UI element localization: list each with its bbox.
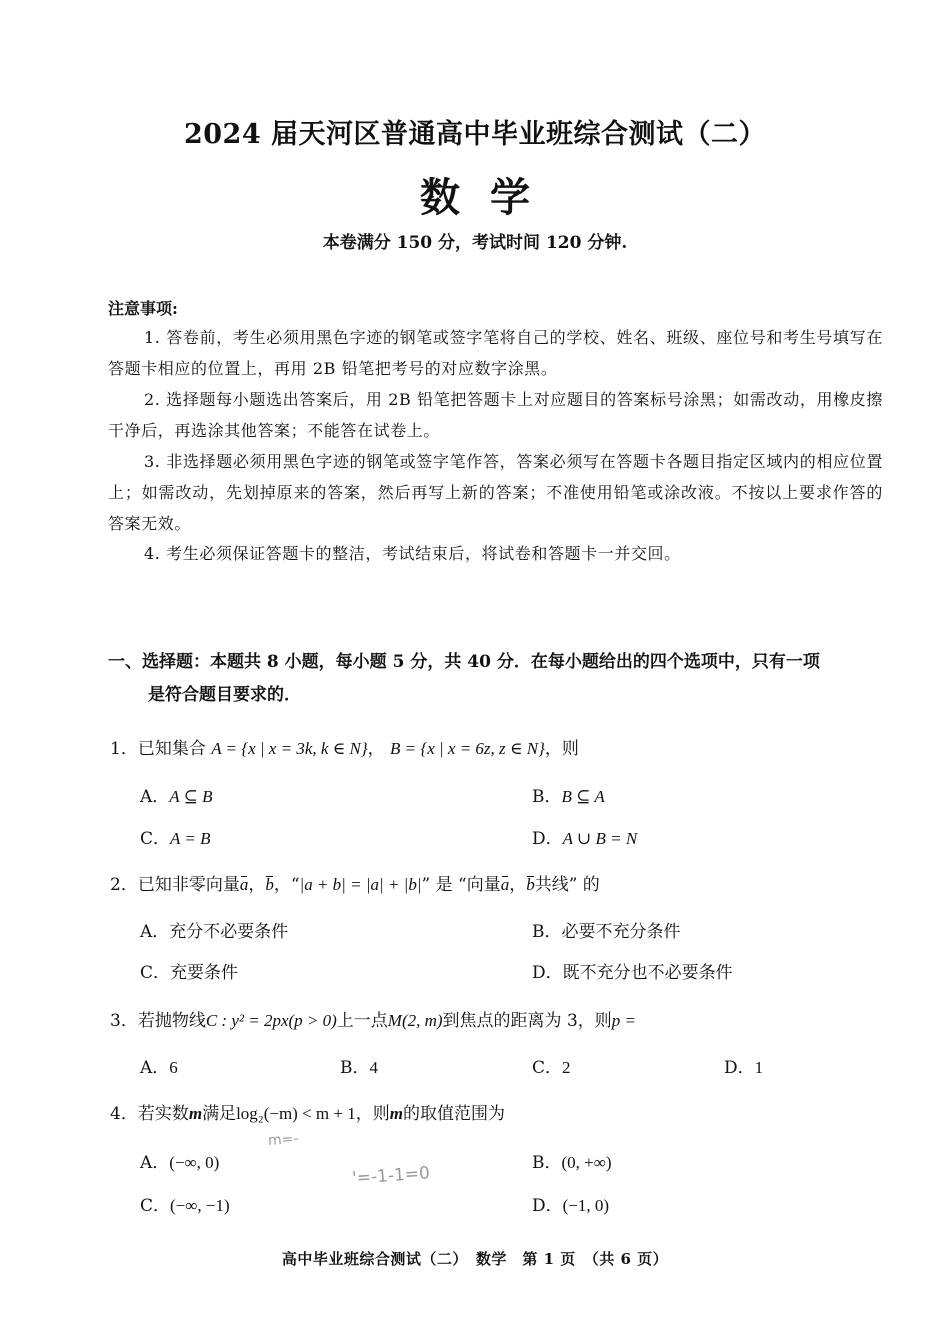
question-1-set-a: A = {x | x = 3k, k ∈ N}: [211, 739, 368, 758]
subject-title: 数学: [420, 174, 560, 221]
question-4-number: 4．: [110, 1104, 138, 1124]
vector-a: a: [239, 875, 249, 894]
question-3-text-c: 到焦点的距离为 3，则: [442, 1011, 612, 1031]
notice-heading: 注意事项:: [108, 299, 178, 318]
option-text: 充要条件: [170, 963, 239, 983]
question-1-sep: ，: [367, 739, 385, 759]
option-text: 4: [369, 1058, 378, 1077]
question-3-tail: p =: [611, 1011, 637, 1030]
question-2-text-c: 共线” 的: [534, 875, 600, 895]
question-3-option-c: [532, 1056, 571, 1080]
option-text: A ∪ B = N: [562, 829, 638, 848]
question-3-text-a: 若抛物线: [137, 1011, 206, 1031]
section-heading-line-1: 一、选择题：本题共 8 小题，每小题 5 分，共 40 分．在每小题给出的四个选项中，只有一项: [108, 652, 820, 672]
notice-item-1: 1. 答卷前，考生必须用黑色字迹的钢笔或签字笔将自己的学校、姓名、班级、座位号和考生号填写在答题卡相应的位置上，再用 2B 铅笔把考号的对应数字涂黑。: [108, 328, 883, 378]
question-3-text-b: 上一点: [336, 1011, 388, 1031]
option-label: B．: [532, 1153, 562, 1173]
option-text: (−∞, 0): [169, 1153, 220, 1172]
question-2-text-b: ” 是 “向量: [421, 875, 501, 895]
question-4-text-c: ，则: [355, 1104, 390, 1124]
notice-item-4: 4. 考生必须保证答题卡的整洁，考试结束后，将试卷和答题卡一并交回。: [144, 544, 681, 563]
option-text: 既不充分也不必要条件: [562, 963, 733, 983]
option-text: (−∞, −1): [170, 1196, 230, 1215]
question-4-stem: [110, 1102, 505, 1126]
question-1-text-b: ，则: [544, 739, 579, 759]
question-2-text-a: 已知非零向量: [137, 875, 240, 895]
question-2-option-a: [140, 920, 288, 944]
question-1-option-d: [532, 827, 637, 851]
section-heading: [108, 646, 868, 712]
question-3-point: M(2, m): [387, 1011, 443, 1030]
question-2-number: 2．: [110, 875, 138, 895]
question-1-text-a: 已知集合: [137, 739, 206, 759]
option-text: 2: [562, 1058, 571, 1077]
question-2-comma-2: ，: [509, 875, 527, 895]
vector-a-2: a: [500, 875, 510, 894]
question-3-option-a: [140, 1056, 178, 1080]
handwritten-note-2: '=-1-1=0: [351, 1163, 431, 1189]
exam-title: 2024 届天河区普通高中毕业班综合测试（二）: [183, 119, 767, 150]
option-label: C．: [532, 1058, 563, 1078]
question-4-text-a: 若实数: [137, 1104, 189, 1124]
option-text: A = B: [170, 829, 211, 848]
question-1-set-b: B = {x | x = 6z, z ∈ N}: [390, 739, 545, 758]
question-1-stem: [110, 737, 579, 761]
page-footer: 高中毕业班综合测试（二） 数学 第 1 页 （共 6 页）: [281, 1250, 669, 1268]
vector-b-2: b: [526, 875, 535, 894]
question-4-text-d: 的取值范围为: [402, 1104, 505, 1124]
question-2-quote-open: ，“: [273, 875, 300, 895]
option-label: C．: [140, 1196, 171, 1216]
option-label: C．: [140, 963, 171, 983]
question-3-number: 3．: [110, 1011, 138, 1031]
question-2-stem: [110, 873, 600, 897]
vector-b: b: [265, 875, 274, 894]
option-label: B．: [532, 787, 562, 807]
question-4-inequality: log₂(−m) < m + 1: [236, 1104, 356, 1123]
option-text: (−1, 0): [562, 1196, 610, 1215]
option-text: 1: [754, 1058, 764, 1077]
option-label: D．: [724, 1058, 755, 1078]
option-label: D．: [532, 1196, 563, 1216]
question-4-option-c: [140, 1194, 230, 1218]
option-label: A．: [140, 922, 170, 942]
option-label: A．: [140, 1153, 170, 1173]
question-2-option-b: [532, 920, 681, 944]
option-label: A．: [140, 787, 170, 807]
question-4-option-d: [532, 1194, 609, 1218]
question-3-option-d: [724, 1056, 763, 1080]
question-2-comma: ，: [248, 875, 266, 895]
option-label: B．: [532, 922, 562, 942]
question-3-option-b: [340, 1056, 378, 1080]
question-3-curve: C : y² = 2px(p > 0): [205, 1011, 337, 1030]
option-label: C．: [140, 829, 171, 849]
score-and-time-note: 本卷满分 150 分，考试时间 120 分钟.: [322, 233, 628, 253]
option-label: A．: [140, 1058, 170, 1078]
option-text: A ⊆ B: [169, 787, 213, 806]
option-text: 充分不必要条件: [169, 922, 289, 942]
question-2-option-c: [140, 961, 238, 985]
question-4-var: m: [188, 1104, 203, 1123]
option-label: D．: [532, 963, 563, 983]
question-2-abs-expression: |a + b| = |a| + |b|: [299, 875, 422, 894]
option-text: 必要不充分条件: [561, 922, 681, 942]
option-label: B．: [340, 1058, 370, 1078]
question-1-option-b: [532, 785, 605, 809]
question-1-number: 1．: [110, 739, 138, 759]
section-heading-line-2: 是符合题目要求的．: [148, 685, 301, 705]
notice-item-2: 2. 选择题每小题选出答案后，用 2B 铅笔把答题卡上对应题目的答案标号涂黑；如需改动，用橡皮擦干净后，再选涂其他答案；不能答在试卷上。: [108, 390, 883, 440]
question-3-stem: [110, 1009, 636, 1033]
question-2-option-d: [532, 961, 733, 985]
question-1-option-a: [140, 785, 213, 809]
question-4-var-2: m: [389, 1104, 403, 1123]
option-text: 6: [169, 1058, 178, 1077]
question-4-option-b: [532, 1151, 612, 1175]
option-label: D．: [532, 829, 563, 849]
handwritten-note-1: m=-: [267, 1130, 299, 1150]
question-4-option-a: [140, 1151, 219, 1175]
notice-item-3: 3. 非选择题必须用黑色字迹的钢笔或签字笔作答，答案必须写在答题卡各题目指定区域内的相应位置上；如需改动，先划掉原来的答案，然后再写上新的答案；不准使用铅笔或涂改液。不按以上要求作答的答案无效。: [108, 452, 883, 533]
option-text: B ⊆ A: [561, 787, 605, 806]
question-4-text-b: 满足: [202, 1104, 237, 1124]
option-text: (0, +∞): [561, 1153, 612, 1172]
question-1-option-c: [140, 827, 210, 851]
